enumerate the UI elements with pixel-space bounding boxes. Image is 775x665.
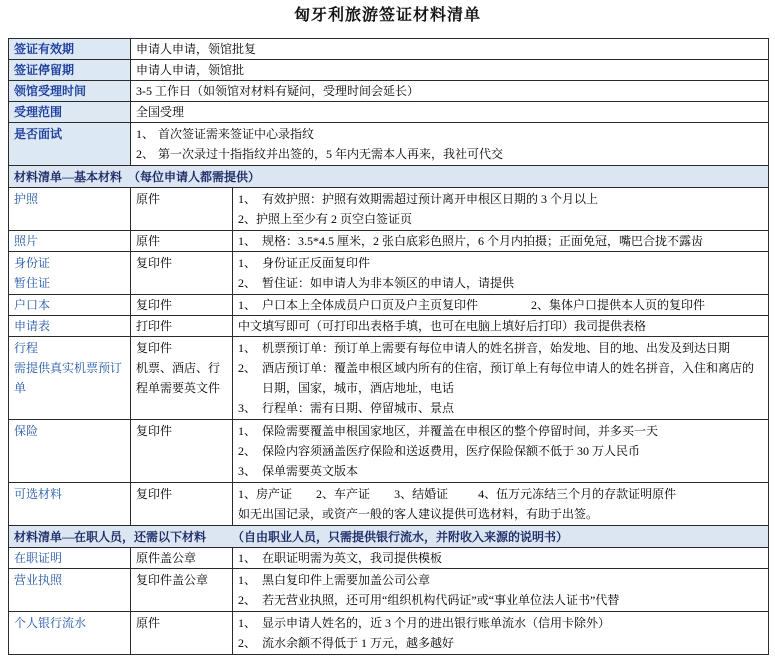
material-name: 照片 xyxy=(14,234,39,248)
material-row-business-license xyxy=(9,569,769,612)
item-text: 保单需要英文版本 xyxy=(262,464,359,478)
list-item xyxy=(478,484,676,504)
item-text: 结婚证 xyxy=(412,487,449,501)
item-number: 1、 xyxy=(238,256,257,270)
section-note: （每位申请人都需提供） xyxy=(128,170,261,184)
list-item xyxy=(238,398,763,418)
material-type: 原件 xyxy=(136,192,161,206)
material-type: 复印件盖公章 xyxy=(136,573,209,587)
section-header-employed xyxy=(9,526,769,548)
material-type: 复印件 xyxy=(136,487,173,501)
item-text: 第一次录过十指指纹并出签的，5 年内无需本人再来，我社可代交 xyxy=(158,147,504,161)
overview-row-interview xyxy=(9,123,769,166)
material-name: 个人银行流水 xyxy=(14,616,87,630)
material-row-insurance xyxy=(9,420,769,483)
item-number: 2、 xyxy=(238,636,257,650)
requirement-text: 中文填写即可（可打印出表格手填，也可在电脑上填好后打印）我司提供表格 xyxy=(238,319,647,333)
list-item xyxy=(238,484,292,504)
material-type: 复印件 xyxy=(136,298,173,312)
item-number: 1、 xyxy=(238,616,257,630)
list-item xyxy=(238,273,763,293)
material-row-optional xyxy=(9,483,769,526)
material-type: 原件 xyxy=(136,616,161,630)
item-text: 显示申请人姓名的，近 3 个月的进出银行账单流水（信用卡除外） xyxy=(262,616,611,630)
item-number: 1、 xyxy=(136,127,155,141)
item-text: 若无营业执照，还可用“组织机构代码证”或“事业单位法人证书”代替 xyxy=(262,593,620,607)
material-name: 可选材料 xyxy=(14,487,63,501)
material-requirements-cell xyxy=(233,612,769,655)
item-number: 1、 xyxy=(238,298,257,312)
list-item xyxy=(238,461,763,481)
material-type-cell xyxy=(131,420,233,483)
material-requirements-cell xyxy=(233,316,769,337)
material-name-cell xyxy=(9,316,131,337)
material-name-cell xyxy=(9,252,131,295)
material-type: 原件盖公章 xyxy=(136,551,197,565)
material-name-note: 需提供真实机票预订单 xyxy=(14,361,123,395)
material-type: 原件 xyxy=(136,234,161,248)
optional-items-line xyxy=(238,484,763,504)
list-item xyxy=(136,124,763,144)
optional-note: 如无出国记录，或资产一般的客人建议提供可选材料，有助于出签。 xyxy=(238,507,599,521)
material-name: 身份证 xyxy=(14,256,51,270)
doc-title: 匈牙利旅游签证材料清单 xyxy=(293,5,481,24)
list-item xyxy=(394,484,448,504)
overview-row-scope xyxy=(9,102,769,123)
material-name-cell xyxy=(9,612,131,655)
list-item xyxy=(238,613,763,633)
item-number: 2、 xyxy=(316,487,335,501)
item-text: 伍万元冻结三个月的存款证明原件 xyxy=(496,487,677,501)
material-name: 申请表 xyxy=(14,319,51,333)
section-title: 材料清单—基本材料 xyxy=(14,170,123,184)
material-requirements-cell xyxy=(233,295,769,316)
item-text: 在职证明需为英文，我司提供模板 xyxy=(262,551,443,565)
item-text: 暂住证：如申请人为非本领区的申请人，请提供 xyxy=(262,276,515,290)
material-name-cell xyxy=(9,548,131,569)
material-type-cell xyxy=(131,188,233,231)
validity-label: 签证有效期 xyxy=(9,39,131,60)
item-text: 户口本上全体成员户口页及户主页复印件 xyxy=(262,298,479,312)
item-text: 首次签证需来签证中心录指纹 xyxy=(158,127,315,141)
list-item xyxy=(238,338,763,358)
section-header-basic xyxy=(9,166,769,188)
material-row-itinerary xyxy=(9,337,769,420)
material-name: 营业执照 xyxy=(14,573,63,587)
item-number: 2、 xyxy=(238,361,257,375)
item-number: 3、 xyxy=(394,487,413,501)
list-item xyxy=(238,570,763,590)
overview-row-processing xyxy=(9,81,769,102)
list-item xyxy=(238,633,763,653)
item-number: 2、 xyxy=(238,593,257,607)
material-name-cell xyxy=(9,483,131,526)
list-item xyxy=(136,144,763,164)
material-requirements-cell xyxy=(233,188,769,231)
item-number: 1、 xyxy=(238,192,257,206)
item-number: 1、 xyxy=(238,424,257,438)
item-number: 1、 xyxy=(238,551,257,565)
item-text: 行程单：需有日期、停留城市、景点 xyxy=(262,401,455,415)
interview-label: 是否面试 xyxy=(9,123,131,166)
list-item xyxy=(238,421,763,441)
item-text: 车产证 xyxy=(334,487,371,501)
list-item xyxy=(238,209,763,229)
interview-value-cell xyxy=(131,123,769,166)
item-number: 3、 xyxy=(238,401,257,415)
material-name: 保险 xyxy=(14,424,39,438)
material-type: 复印件 xyxy=(136,424,173,438)
item-text: 流水余额不得低于 1 万元，越多越好 xyxy=(262,636,455,650)
material-name-cell xyxy=(9,420,131,483)
material-name-cell xyxy=(9,231,131,252)
item-text: 集体户口提供本人页的复印件 xyxy=(549,298,706,312)
item-text: 酒店预订单：覆盖申根区域内所有的住宿，预订单上有每位申请人的姓名拼音，入住和离店的日期，国家，城市，酒店地址，电话 xyxy=(262,361,755,395)
material-type-cell xyxy=(131,548,233,569)
material-row-household-register xyxy=(9,295,769,316)
section-header-cell xyxy=(9,166,769,188)
material-name-cell xyxy=(9,569,131,612)
material-type-cell xyxy=(131,316,233,337)
item-number: 1、 xyxy=(238,573,257,587)
material-type-cell xyxy=(131,612,233,655)
item-number: 4、 xyxy=(478,487,497,501)
list-item xyxy=(238,189,763,209)
material-type: 打印件 xyxy=(136,319,173,333)
material-requirements-cell xyxy=(233,420,769,483)
item-text: 黑白复印件上需要加盖公司公章 xyxy=(262,573,431,587)
item-text: 身份证正反面复印件 xyxy=(262,256,371,270)
material-requirements-cell xyxy=(233,252,769,295)
material-name-cell xyxy=(9,188,131,231)
material-requirements-cell xyxy=(233,337,769,420)
section-title: 材料清单—在职人员，还需以下材料 xyxy=(14,530,207,544)
item-number: 2、 xyxy=(136,147,155,161)
material-row-passport xyxy=(9,188,769,231)
list-item xyxy=(238,253,763,273)
item-text: 有效护照：护照有效期需超过预计离开申根区日期的 3 个月以上 xyxy=(262,192,599,206)
material-type-note: 机票、酒店、行程单需要英文件 xyxy=(136,361,221,395)
list-item xyxy=(238,441,763,461)
list-item xyxy=(238,231,763,251)
material-requirements-cell xyxy=(233,569,769,612)
material-type-cell xyxy=(131,231,233,252)
list-item xyxy=(238,548,763,568)
overview-row-validity xyxy=(9,39,769,60)
material-row-photo xyxy=(9,231,769,252)
scope-label: 受理范围 xyxy=(9,102,131,123)
material-type: 复印件 xyxy=(136,256,173,270)
material-requirements-cell xyxy=(233,548,769,569)
list-item xyxy=(316,484,370,504)
visa-materials-table xyxy=(8,38,769,655)
material-type-cell xyxy=(131,483,233,526)
material-name: 暂住证 xyxy=(14,276,51,290)
material-row-employment-certificate xyxy=(9,548,769,569)
scope-value: 全国受理 xyxy=(131,102,769,123)
processing-value: 3-5 工作日（如领馆对材料有疑问，受理时间会延长） xyxy=(131,81,769,102)
item-text: 房产证 xyxy=(256,487,293,501)
material-name: 在职证明 xyxy=(14,551,63,565)
material-type-cell xyxy=(131,337,233,420)
item-number: 2、 xyxy=(238,276,257,290)
item-text: 保险需要覆盖申根国家地区，并覆盖在申根区的整个停留时间，并多买一天 xyxy=(262,424,659,438)
section-header-cell xyxy=(9,526,769,548)
item-number: 2、 xyxy=(238,444,257,458)
material-row-bank-statement xyxy=(9,612,769,655)
list-item xyxy=(238,590,763,610)
validity-value: 申请人申请，领馆批复 xyxy=(131,39,769,60)
list-item xyxy=(238,295,763,315)
material-name-cell xyxy=(9,337,131,420)
material-name: 户口本 xyxy=(14,298,51,312)
material-row-id-card xyxy=(9,252,769,295)
item-text: 护照上至少有 2 页空白签证页 xyxy=(256,212,413,226)
material-type: 复印件 xyxy=(136,341,173,355)
section-note: （自由职业人员，只需提供银行流水，并附收入来源的说明书） xyxy=(232,530,569,544)
material-type-cell xyxy=(131,295,233,316)
item-text: 规格：3.5*4.5 厘米，2 张白底彩色照片，6 个月内拍摄；正面免冠，嘴巴合拢不露齿 xyxy=(262,234,704,248)
material-row-application-form xyxy=(9,316,769,337)
item-text: 保险内容须涵盖医疗保险和送返费用，医疗保险保额不低于 30 万人民币 xyxy=(262,444,641,458)
overview-row-stay xyxy=(9,60,769,81)
stay-value: 申请人申请，领馆批 xyxy=(131,60,769,81)
material-requirements-cell xyxy=(233,483,769,526)
list-item xyxy=(238,358,763,398)
item-number: 1、 xyxy=(238,234,257,248)
material-name: 护照 xyxy=(14,192,39,206)
item-number: 1、 xyxy=(238,487,257,501)
material-type-cell xyxy=(131,252,233,295)
item-number: 2、 xyxy=(531,298,550,312)
material-type-cell xyxy=(131,569,233,612)
material-name: 行程 xyxy=(14,341,39,355)
item-text: 机票预订单：预订单上需要有每位申请人的姓名拼音，始发地、目的地、出发及到达日期 xyxy=(262,341,731,355)
material-name-cell xyxy=(9,295,131,316)
item-number: 2、 xyxy=(238,212,257,226)
stay-label: 签证停留期 xyxy=(9,60,131,81)
item-number: 3、 xyxy=(238,464,257,478)
processing-label: 领馆受理时间 xyxy=(9,81,131,102)
material-requirements-cell xyxy=(233,231,769,252)
item-number: 1、 xyxy=(238,341,257,355)
